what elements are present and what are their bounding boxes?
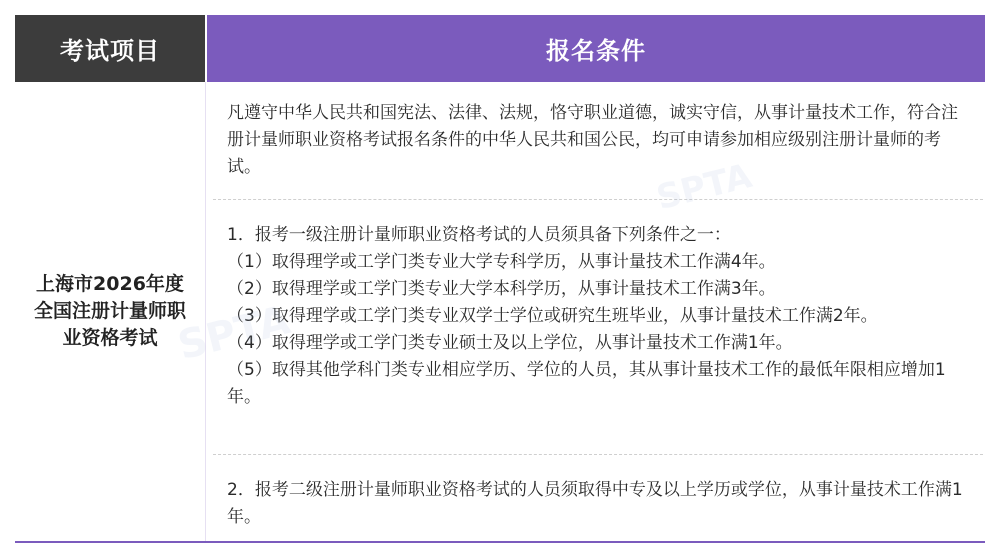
level1-item: （3）取得理学或工学门类专业双学士学位或研究生班毕业，从事计量技术工作满2年。 (227, 306, 878, 326)
general-condition: 凡遵守中华人民共和国宪法、法律、法规，恪守职业道德，诚实守信，从事计量技术工作，符合注册计量师职业资格考试报名条件的中华人民共和国公民，均可申请参加相应级别注册计量师的考试。 (227, 103, 958, 177)
level1-intro: 1．报考一级注册计量师职业资格考试的人员须具备下列条件之一： (227, 225, 731, 245)
svg-text:SPTA: SPTA (173, 297, 295, 370)
exam-name-cell (15, 82, 205, 541)
level1-conditions (227, 222, 967, 411)
header-exam-item: 考试项目 (15, 15, 205, 82)
level1-item: （4）取得理学或工学门类专业硕士及以上学位，从事计量技术工作满1年。 (227, 333, 793, 353)
header-conditions: 报名条件 (207, 15, 985, 82)
table-header (15, 15, 985, 82)
column-divider (205, 82, 206, 541)
level1-item: （1）取得理学或工学门类专业大学专科学历，从事计量技术工作满4年。 (227, 252, 776, 272)
level1-item: （5）取得其他学科门类专业相应学历、学位的人员，其从事计量技术工作的最低年限相应增加1年。 (227, 360, 946, 407)
svg-text:SPTA: SPTA (652, 156, 756, 219)
conditions-cell (207, 82, 985, 541)
level1-item: （2）取得理学或工学门类专业大学本科学历，从事计量技术工作满3年。 (227, 279, 776, 299)
table-bottom-border (15, 541, 985, 543)
exam-name: 上海市2026年度全国注册计量师职业资格考试 (33, 273, 186, 349)
row-divider (213, 199, 983, 200)
exam-conditions-table (15, 15, 985, 543)
row-divider (213, 454, 983, 455)
level2-condition: 2．报考二级注册计量师职业资格考试的人员须取得中专及以上学历或学位，从事计量技术工作满1年。 (227, 480, 963, 527)
